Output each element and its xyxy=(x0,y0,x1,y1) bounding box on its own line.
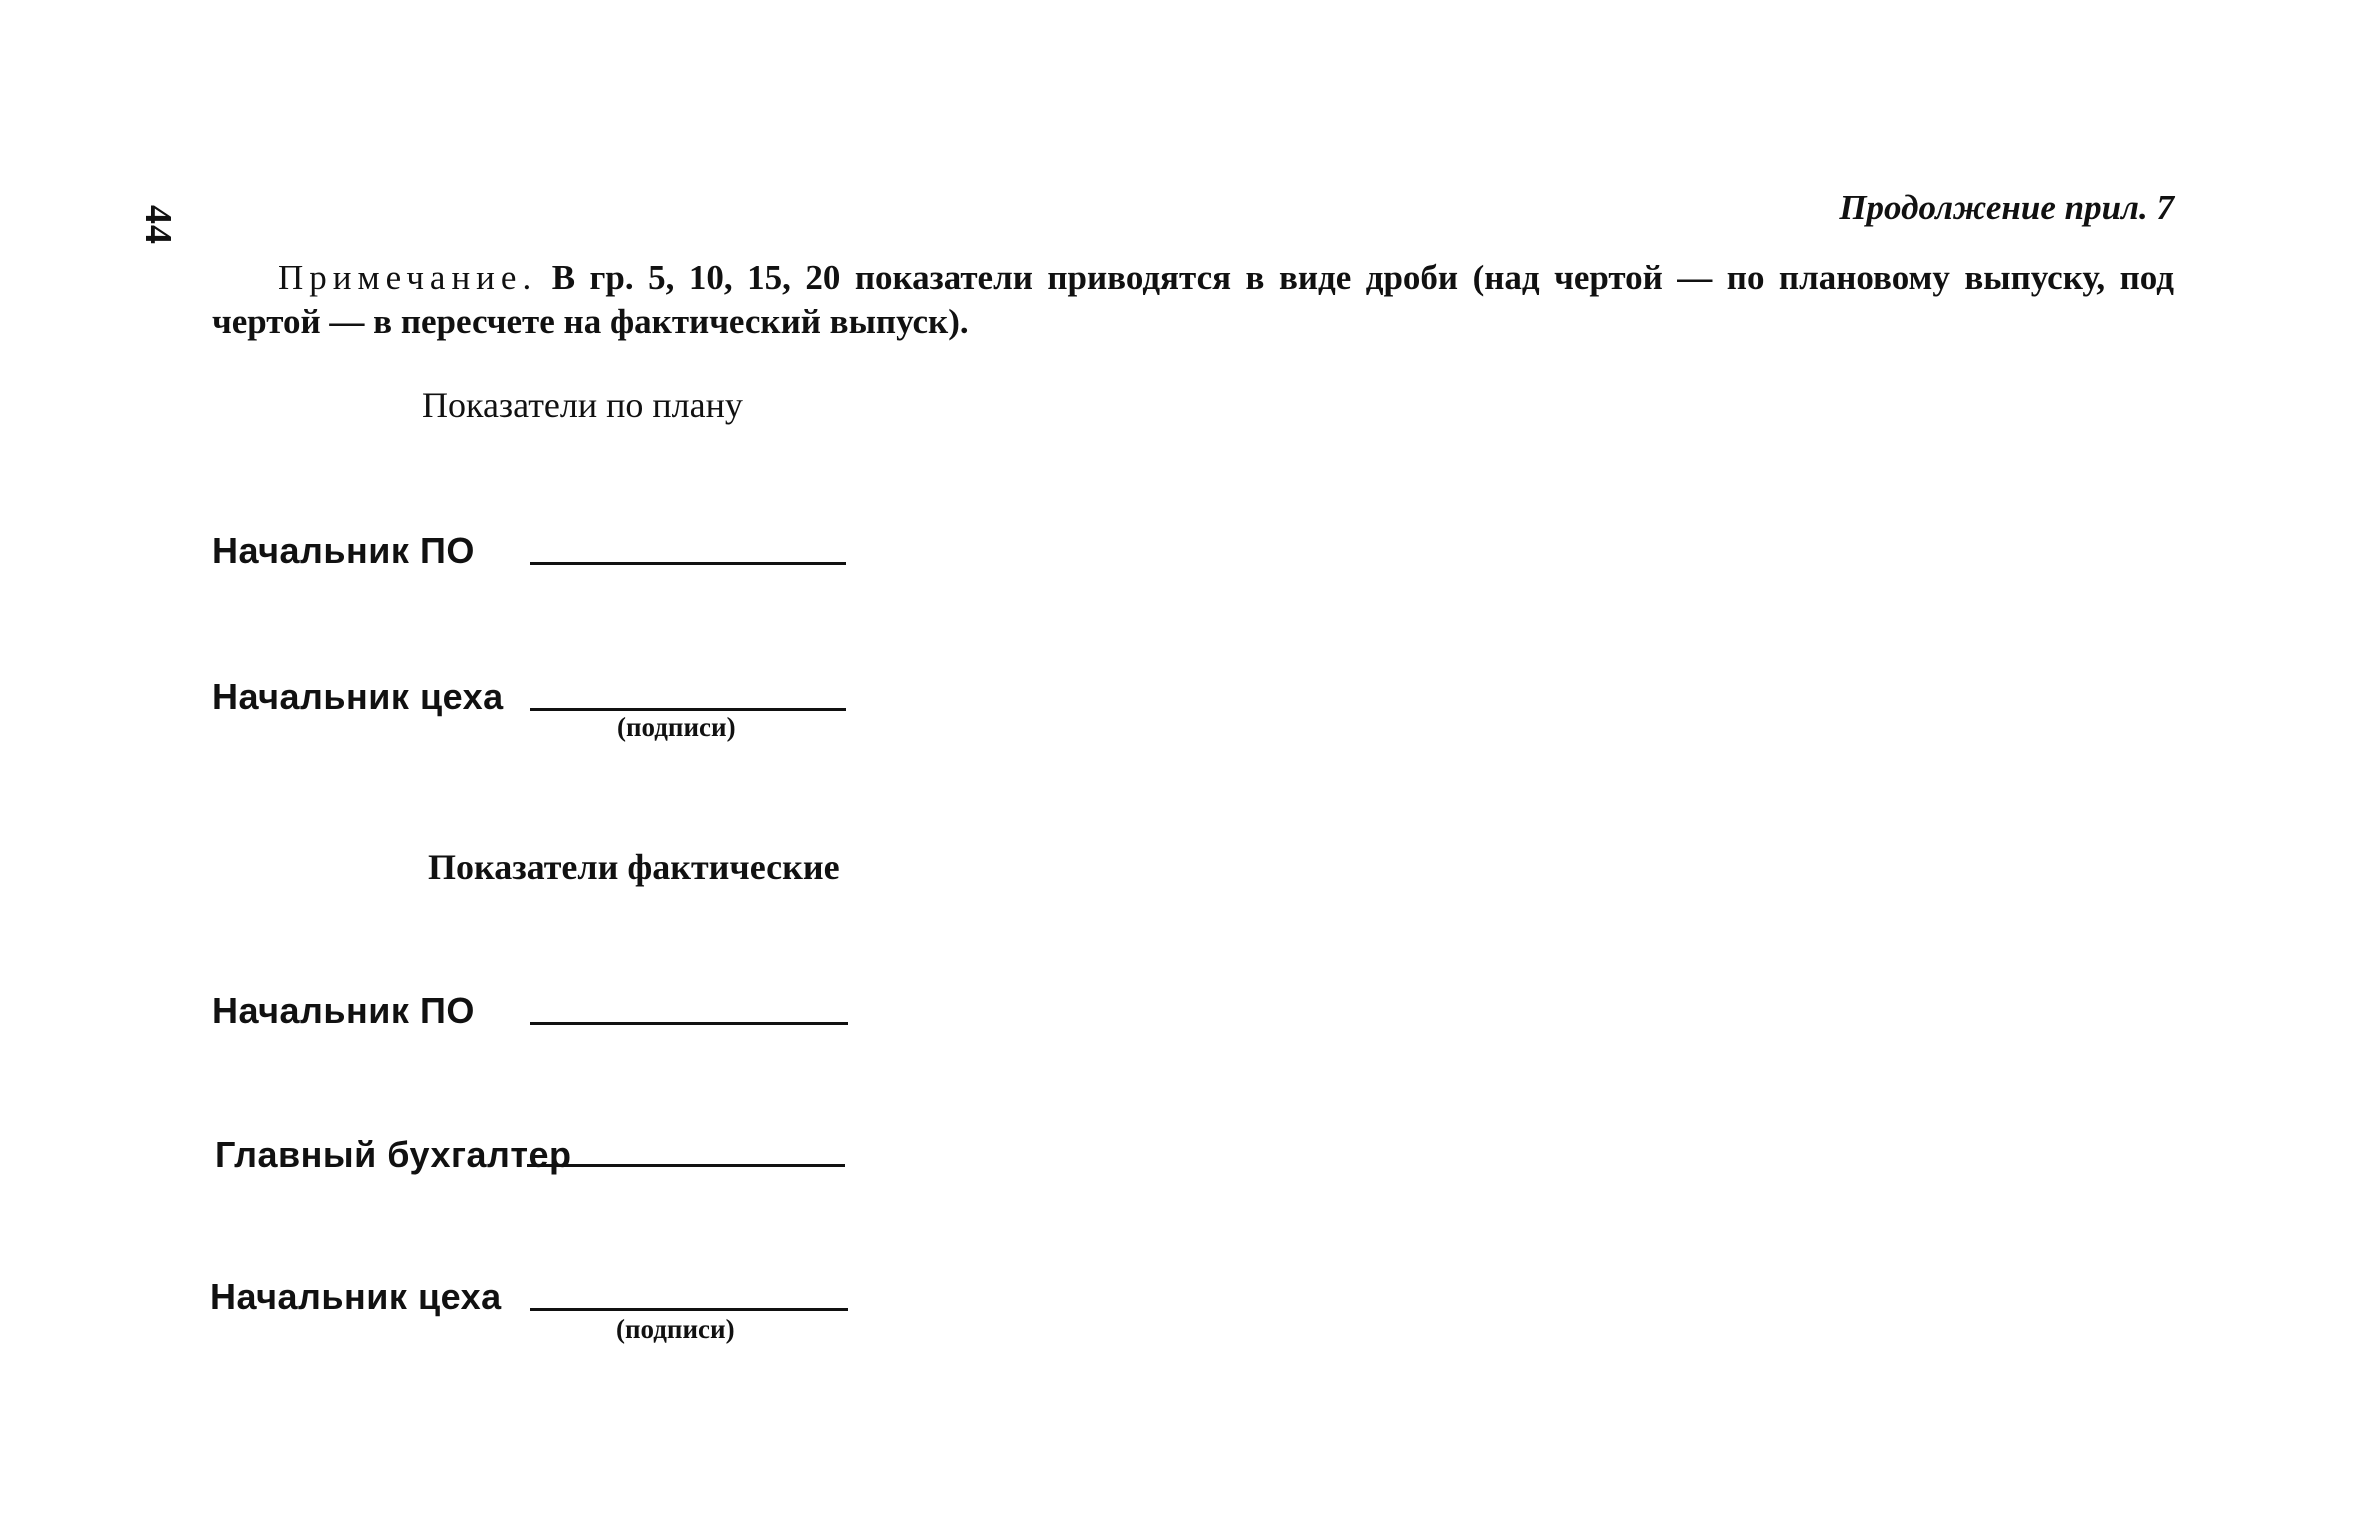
fact-signatures-caption: (подписи) xyxy=(616,1314,735,1344)
fact-signature-label-head-shop: Начальник цеха xyxy=(210,1276,502,1317)
continuation-label: Продолжение прил. 7 xyxy=(1839,188,2174,227)
plan-signatures-caption: (подписи) xyxy=(617,712,736,742)
plan-signature-line-head-po[interactable] xyxy=(530,562,846,565)
fact-section-heading xyxy=(428,846,840,888)
fact-section-heading-text: Показатели фактические xyxy=(428,847,840,887)
fact-signature-line-head-shop[interactable] xyxy=(530,1308,848,1311)
note-paragraph xyxy=(212,256,2174,344)
plan-signature-label-head-shop: Начальник цеха xyxy=(212,676,504,717)
plan-signature-line-head-shop[interactable] xyxy=(530,708,846,711)
note-text: В гр. 5, 10, 15, 20 показатели приводятся в виде дроби (над чертой — по плановому выпуску, под чертой — в пересчете на фактический выпуск). xyxy=(212,258,2174,341)
fact-signature-label-chief-accountant: Главный бухгалтер xyxy=(215,1134,572,1175)
plan-signature-label-head-po: Начальник ПО xyxy=(212,530,475,571)
fact-signature-line-chief-accountant[interactable] xyxy=(527,1164,845,1167)
page-number: 44 xyxy=(137,205,179,245)
note-prefix: Примечание. xyxy=(278,258,538,297)
fact-signature-line-head-po[interactable] xyxy=(530,1022,848,1025)
plan-section-heading: Показатели по плану xyxy=(422,385,743,425)
fact-signature-label-head-po: Начальник ПО xyxy=(212,990,475,1031)
